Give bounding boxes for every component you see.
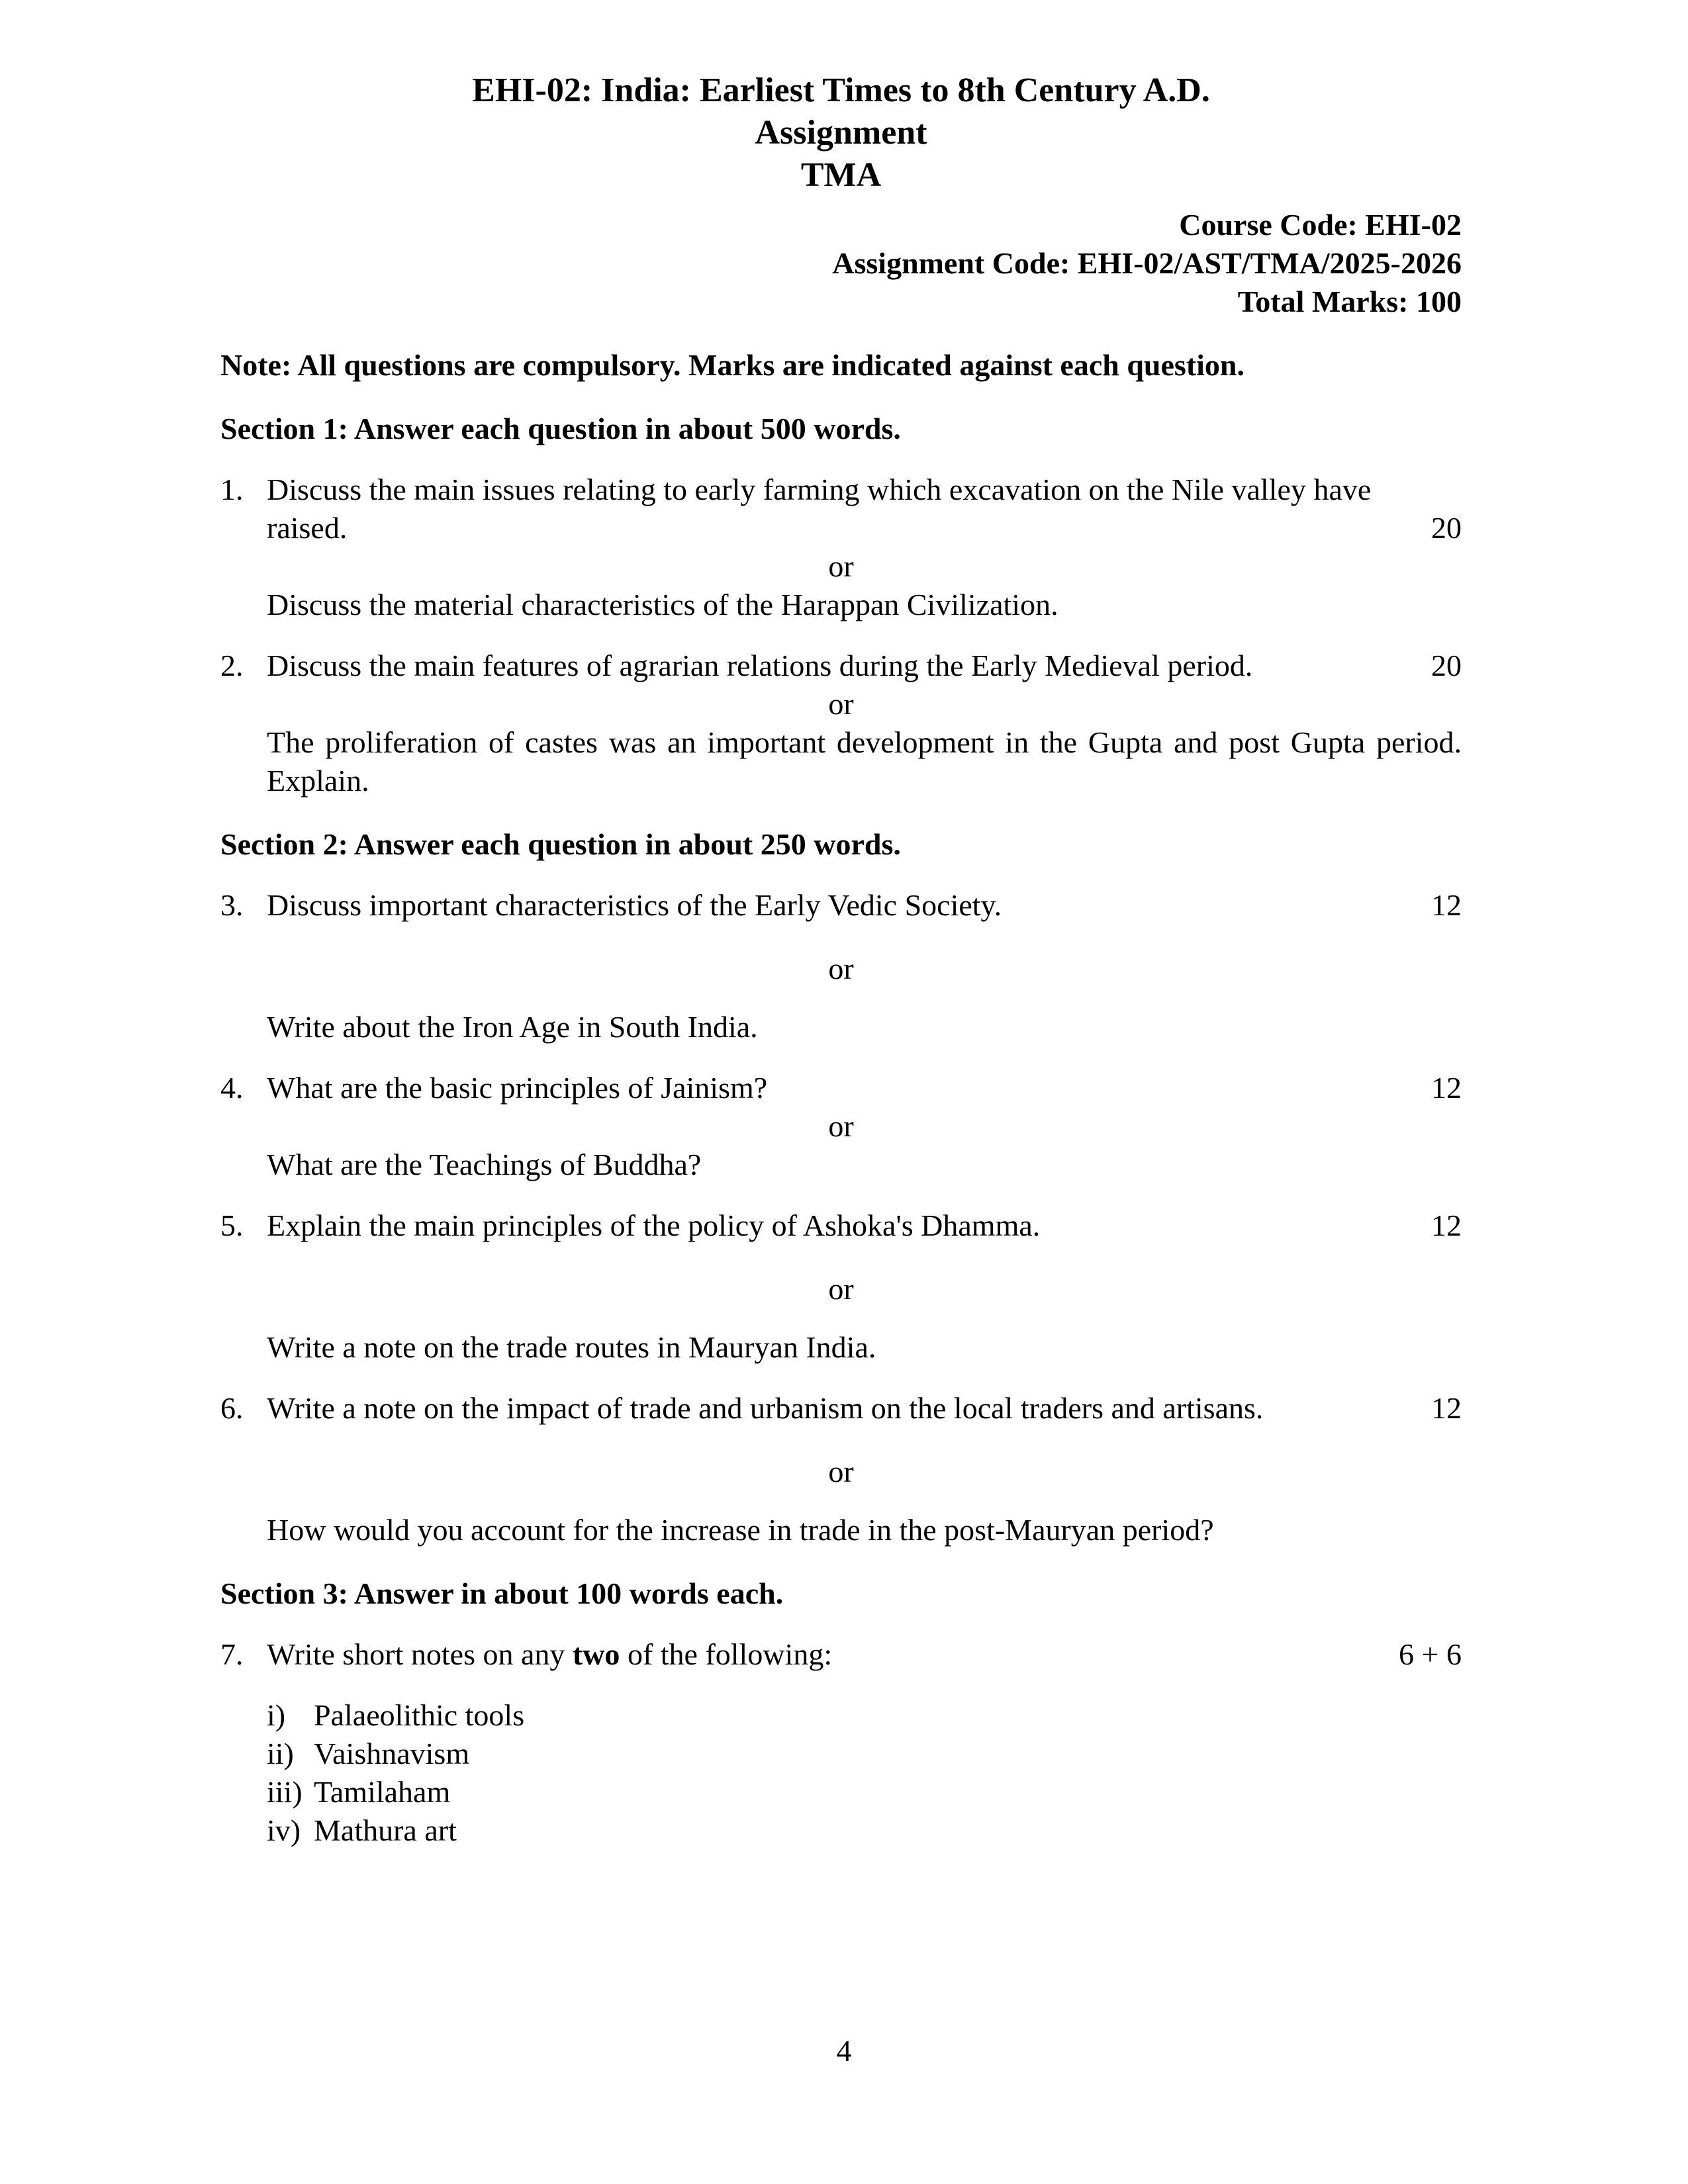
question-text xyxy=(267,1635,1383,1674)
question-text: Discuss the main features of agrarian relations during the Early Medieval period. xyxy=(267,649,1253,682)
subitem-text: Tamilaham xyxy=(314,1775,451,1809)
question-5 xyxy=(220,1206,1462,1367)
section-3-heading: Section 3: Answer in about 100 words each. xyxy=(220,1576,784,1610)
subitem-label: i) xyxy=(267,1698,286,1732)
question-text: Discuss important characteristics of the Early Vedic Society. xyxy=(267,888,1002,922)
subitem-label: ii) xyxy=(267,1737,294,1770)
question-number: 7. xyxy=(220,1637,244,1671)
alt-question-text: How would you account for the increase in trade in the post-Mauryan period? xyxy=(267,1513,1214,1547)
question-text: What are the basic principles of Jainism? xyxy=(267,1071,768,1105)
subitem-label: iv) xyxy=(267,1813,301,1847)
document-header xyxy=(220,69,1462,197)
subtitle-assignment: Assignment xyxy=(755,114,927,152)
question-4-row xyxy=(220,1069,1462,1107)
list-item xyxy=(267,1735,1462,1773)
total-marks: Total Marks: 100 xyxy=(1237,285,1462,318)
or-separator: or xyxy=(828,1455,854,1488)
question-5-row xyxy=(220,1206,1462,1245)
question-7-row xyxy=(220,1635,1462,1674)
subitem-list xyxy=(220,1696,1462,1850)
subitem-label: iii) xyxy=(267,1775,303,1809)
alt-question-text: What are the Teachings of Buddha? xyxy=(267,1148,702,1181)
question-marks: 12 xyxy=(1431,1071,1462,1105)
question-6 xyxy=(220,1389,1462,1549)
subtitle-tma: TMA xyxy=(800,156,882,194)
question-text-prefix: Write short notes on any xyxy=(267,1637,573,1671)
question-7 xyxy=(220,1635,1462,1850)
question-number: 6. xyxy=(220,1391,244,1425)
question-text: Discuss the main issues relating to early farming which excavation on the Nile valley have raised. xyxy=(267,473,1372,545)
or-separator: or xyxy=(828,1272,854,1306)
alt-question-text: Write a note on the trade routes in Mauryan India. xyxy=(267,1330,876,1364)
section-1-heading: Section 1: Answer each question in about 500 words. xyxy=(220,412,901,445)
or-separator: or xyxy=(828,549,854,583)
alt-question-text: The proliferation of castes was an important development in the Gupta and post Gupta period. Explain. xyxy=(267,725,1462,797)
section-2-heading: Section 2: Answer each question in about 250 words. xyxy=(220,827,901,861)
question-marks: 20 xyxy=(1431,649,1462,682)
question-1 xyxy=(220,471,1462,624)
question-2 xyxy=(220,647,1462,800)
question-number: 1. xyxy=(220,473,244,506)
header-meta xyxy=(220,206,1462,321)
subitem-text: Mathura art xyxy=(314,1813,457,1847)
course-code: Course Code: EHI-02 xyxy=(1179,208,1462,242)
or-separator: or xyxy=(828,687,854,721)
subitem-text: Vaishnavism xyxy=(314,1737,470,1770)
question-text-emphasis: two xyxy=(572,1637,620,1671)
question-marks: 12 xyxy=(1431,888,1462,922)
question-text-suffix: of the following: xyxy=(620,1637,833,1671)
list-item xyxy=(267,1773,1462,1811)
assignment-code: Assignment Code: EHI-02/AST/TMA/2025-2026 xyxy=(832,246,1462,280)
question-marks: 6 + 6 xyxy=(1399,1637,1462,1671)
question-number: 2. xyxy=(220,649,244,682)
question-6-row xyxy=(220,1389,1462,1428)
list-item xyxy=(267,1696,1462,1735)
question-2-row xyxy=(220,647,1462,685)
note-line: Note: All questions are compulsory. Marks are indicated against each question. xyxy=(220,348,1244,382)
question-marks: 12 xyxy=(1431,1391,1462,1425)
question-3-row xyxy=(220,886,1462,925)
question-number: 3. xyxy=(220,888,244,922)
question-number: 4. xyxy=(220,1071,244,1105)
subitem-text: Palaeolithic tools xyxy=(314,1698,525,1732)
question-4 xyxy=(220,1069,1462,1184)
question-number: 5. xyxy=(220,1208,244,1242)
question-3 xyxy=(220,886,1462,1046)
page-title: EHI-02: India: Earliest Times to 8th Century A.D. xyxy=(472,71,1210,109)
question-text: Explain the main principles of the policy of Ashoka's Dhamma. xyxy=(267,1208,1041,1242)
list-item xyxy=(267,1811,1462,1850)
alt-question-text: Write about the Iron Age in South India. xyxy=(267,1010,758,1044)
question-text: Write a note on the impact of trade and urbanism on the local traders and artisans. xyxy=(267,1391,1264,1425)
page-number: 4 xyxy=(836,2034,852,2068)
question-marks: 20 xyxy=(1431,511,1462,545)
question-marks: 12 xyxy=(1431,1208,1462,1242)
or-separator: or xyxy=(828,1109,854,1143)
question-1-row xyxy=(220,471,1462,547)
alt-question-text: Discuss the material characteristics of the Harappan Civilization. xyxy=(267,588,1058,621)
or-separator: or xyxy=(828,952,854,985)
